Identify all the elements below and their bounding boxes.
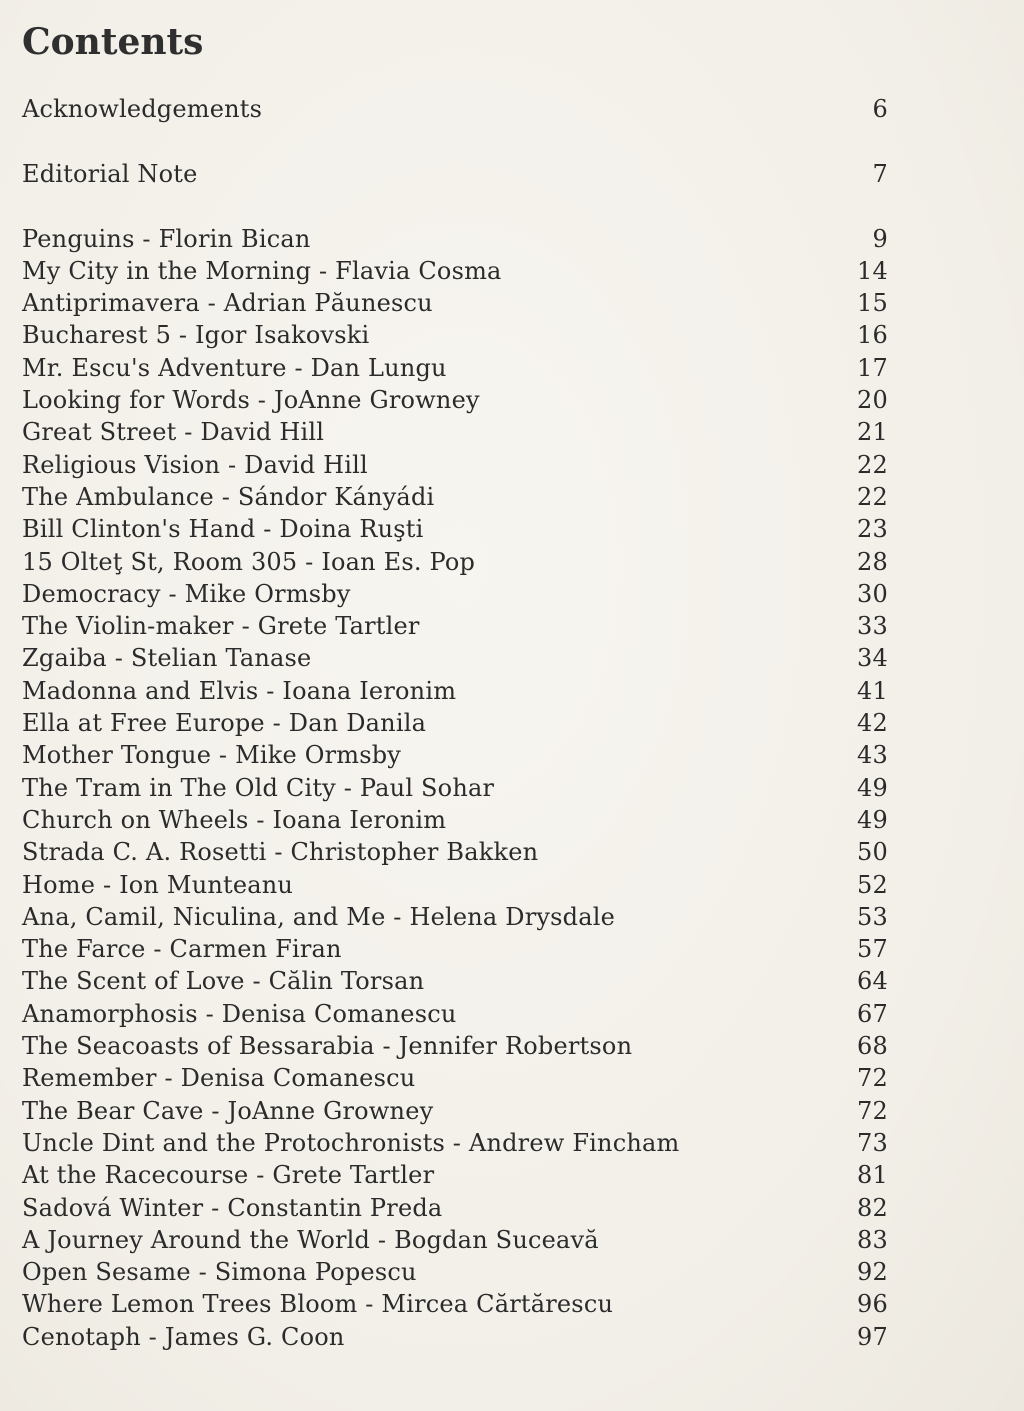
- toc-entry: [22, 1288, 888, 1320]
- toc-entry-label: The Bear Cave - JoAnne Growney: [22, 1096, 434, 1125]
- toc-entry: [22, 869, 888, 901]
- toc-entry-label: Ana, Camil, Niculina, and Me - Helena Drysdale: [22, 902, 615, 931]
- toc-entry: [22, 836, 888, 868]
- toc-entry-editorial-note: [22, 158, 888, 190]
- toc-entry-page: 64: [857, 967, 888, 996]
- toc-entry-page: 6: [872, 95, 888, 123]
- toc-entry-page: 28: [857, 547, 888, 576]
- toc-entry-page: 81: [857, 1161, 888, 1190]
- toc-entry-label: Mr. Escu's Adventure - Dan Lungu: [22, 353, 447, 382]
- toc-entry-label: 15 Olteţ St, Room 305 - Ioan Es. Pop: [22, 547, 476, 576]
- toc-entry: [22, 739, 888, 771]
- toc-entry-label: Editorial Note: [22, 159, 198, 188]
- toc-entry-label: The Violin-maker - Grete Tartler: [22, 612, 420, 641]
- toc-entry-label: Anamorphosis - Denisa Comanescu: [22, 999, 457, 1028]
- toc-entry-page: 68: [857, 1032, 888, 1061]
- toc-entry-page: 96: [857, 1290, 888, 1319]
- toc-entry-label: Antiprimavera - Adrian Păunescu: [22, 289, 433, 318]
- toc-entry: [22, 1127, 888, 1159]
- toc-entry: [22, 1192, 888, 1224]
- toc-entry-page: 49: [857, 805, 888, 834]
- toc-entry-page: 14: [857, 256, 888, 285]
- toc-entry-page: 42: [857, 709, 888, 738]
- toc-entry-label: My City in the Morning - Flavia Cosma: [22, 256, 502, 285]
- toc-entry-label: Strada C. A. Rosetti - Christopher Bakken: [22, 838, 539, 867]
- toc-entry: [22, 255, 888, 287]
- toc-entry-page: 17: [857, 353, 888, 382]
- toc-entry-page: 52: [857, 870, 888, 899]
- toc-entry-page: 16: [857, 321, 888, 350]
- toc-entry-page: 33: [857, 612, 888, 641]
- toc-entry: [22, 1030, 888, 1062]
- toc-entry-label: The Ambulance - Sándor Kányádi: [22, 482, 435, 511]
- toc-entry: [22, 1256, 888, 1288]
- toc-entry: [22, 352, 888, 384]
- toc-entry-page: 7: [872, 159, 888, 188]
- toc-entry-label: Bill Clinton's Hand - Doina Ruşti: [22, 515, 424, 544]
- toc-entry: [22, 772, 888, 804]
- toc-entry: [22, 804, 888, 836]
- toc-entry-label: Religious Vision - David Hill: [22, 450, 368, 479]
- toc-entry: [22, 416, 888, 448]
- toc-entry-label: Looking for Words - JoAnne Growney: [22, 386, 480, 415]
- toc-entry: [22, 1062, 888, 1094]
- toc-entry-page: 72: [857, 1096, 888, 1125]
- page-title: Contents: [22, 21, 204, 63]
- toc-entry-page: 22: [857, 450, 888, 479]
- toc-entry: [22, 546, 888, 578]
- toc-entry-page: 9: [872, 224, 888, 253]
- toc-entry: [22, 998, 888, 1030]
- toc-entry-page: 15: [857, 289, 888, 318]
- table-of-contents: [22, 93, 888, 1353]
- toc-entry-label: Mother Tongue - Mike Ormsby: [22, 741, 402, 770]
- toc-entry: [22, 287, 888, 319]
- toc-entry-label: The Farce - Carmen Firan: [22, 935, 342, 964]
- toc-entry-label: Bucharest 5 - Igor Isakovski: [22, 321, 370, 350]
- toc-entry-page: 73: [857, 1128, 888, 1157]
- toc-entry: [22, 642, 888, 674]
- toc-entry: [22, 933, 888, 965]
- toc-entry: [22, 449, 888, 481]
- toc-entry-page: 53: [857, 902, 888, 931]
- toc-entry-page: 83: [857, 1225, 888, 1254]
- toc-entry-label: Uncle Dint and the Protochronists - Andrew Fincham: [22, 1128, 680, 1157]
- toc-entry-label: Acknowledgements: [22, 95, 263, 123]
- toc-entry: [22, 481, 888, 513]
- toc-entry-label: Remember - Denisa Comanescu: [22, 1064, 416, 1093]
- toc-entry: [22, 901, 888, 933]
- toc-entry-page: 97: [857, 1322, 888, 1351]
- toc-entry-label: Home - Ion Munteanu: [22, 870, 294, 899]
- toc-entry-label: A Journey Around the World - Bogdan Suceavă: [22, 1225, 599, 1254]
- toc-entry-page: 20: [857, 386, 888, 415]
- toc-entry-label: Zgaiba - Stelian Tanase: [22, 644, 312, 673]
- toc-entry: [22, 384, 888, 416]
- toc-entry-list: [22, 223, 888, 1353]
- toc-entry: [22, 1095, 888, 1127]
- toc-entry-label: The Seacoasts of Bessarabia - Jennifer Robertson: [22, 1032, 633, 1061]
- toc-entry: [22, 675, 888, 707]
- toc-entry-page: 82: [857, 1193, 888, 1222]
- toc-entry-label: The Tram in The Old City - Paul Sohar: [22, 773, 495, 802]
- toc-entry: [22, 1224, 888, 1256]
- toc-entry: [22, 319, 888, 351]
- toc-entry-label: Open Sesame - Simona Popescu: [22, 1258, 417, 1287]
- toc-entry-page: 41: [857, 676, 888, 705]
- toc-entry-page: 34: [857, 644, 888, 673]
- toc-entry: [22, 578, 888, 610]
- toc-entry-label: The Scent of Love - Călin Torsan: [22, 967, 425, 996]
- toc-entry-page: 67: [857, 999, 888, 1028]
- toc-entry-page: 30: [857, 579, 888, 608]
- toc-entry-page: 21: [857, 418, 888, 447]
- toc-entry: [22, 965, 888, 997]
- toc-entry-label: At the Racecourse - Grete Tartler: [22, 1161, 435, 1190]
- toc-entry-label: Church on Wheels - Ioana Ieronim: [22, 805, 447, 834]
- toc-entry: [22, 707, 888, 739]
- toc-entry-label: Where Lemon Trees Bloom - Mircea Cărtărescu: [22, 1290, 614, 1319]
- toc-entry-label: Democracy - Mike Ormsby: [22, 579, 351, 608]
- toc-entry-page: 50: [857, 838, 888, 867]
- toc-entry-page: 57: [857, 935, 888, 964]
- toc-entry-page: 22: [857, 482, 888, 511]
- toc-entry: [22, 223, 888, 255]
- toc-entry: [22, 1321, 888, 1353]
- toc-entry-label: Sadová Winter - Constantin Preda: [22, 1193, 443, 1222]
- toc-entry-label: Great Street - David Hill: [22, 418, 325, 447]
- toc-entry-page: 43: [857, 741, 888, 770]
- toc-entry-page: 72: [857, 1064, 888, 1093]
- toc-entry-page: 23: [857, 515, 888, 544]
- toc-entry-label: Madonna and Elvis - Ioana Ieronim: [22, 676, 457, 705]
- toc-entry: [22, 1159, 888, 1191]
- toc-entry-label: Ella at Free Europe - Dan Danila: [22, 709, 427, 738]
- toc-entry-label: Cenotaph - James G. Coon: [22, 1322, 345, 1351]
- toc-entry: [22, 610, 888, 642]
- toc-entry-label: Penguins - Florin Bican: [22, 224, 311, 253]
- toc-entry-page: 49: [857, 773, 888, 802]
- toc-entry-page: 92: [857, 1258, 888, 1287]
- toc-entry-acknowledgements: [22, 93, 888, 125]
- toc-entry: [22, 513, 888, 545]
